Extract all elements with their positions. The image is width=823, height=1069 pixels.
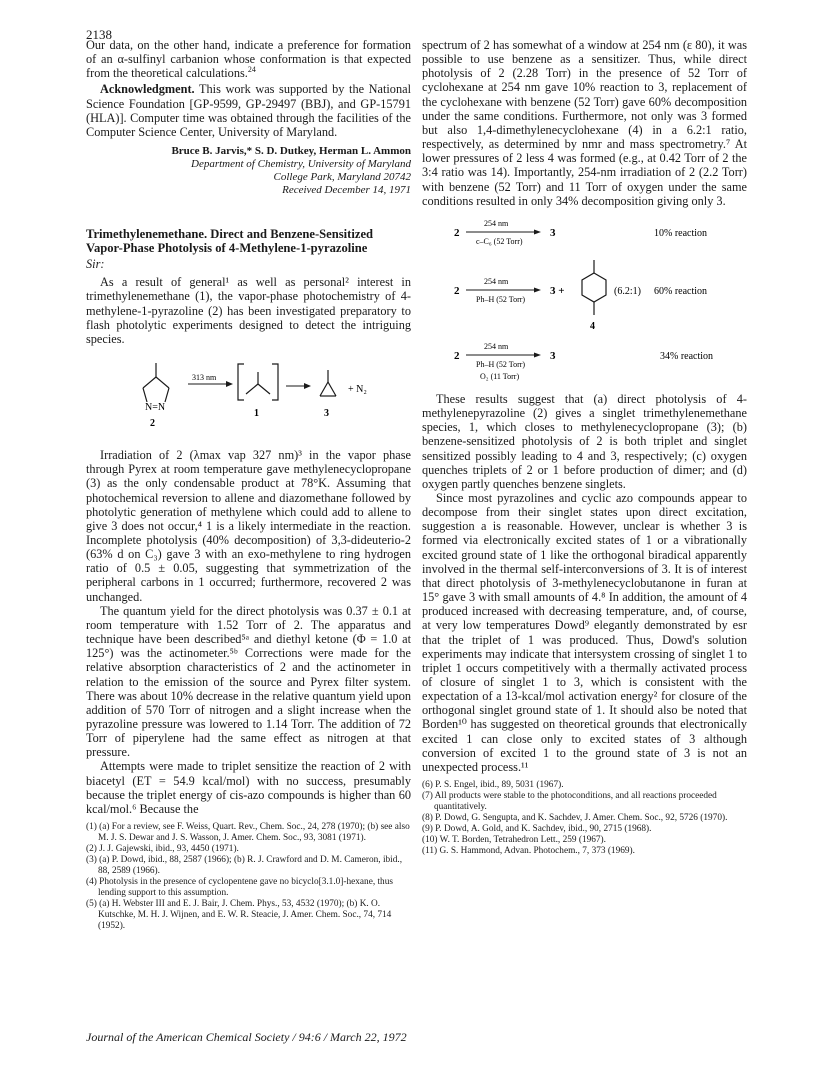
ref-marker: 24 (247, 65, 256, 75)
reaction-3 (454, 342, 713, 381)
right-column (422, 38, 747, 857)
compound-3-label: 3 (324, 408, 329, 420)
footnote: (9) P. Dowd, A. Gold, and K. Sachdev, ibid., 90, 2715 (1968). (422, 824, 652, 835)
intro-text: Our data, on the other hand, indicate a preference for formation of an α-sulfinyl carbanion whose conformation is that expected from the theoretical calculations. (86, 38, 411, 81)
scheme-nn-label: N=N (145, 402, 166, 414)
author-names: Bruce B. Jarvis,* S. D. Dutkey, Herman L. Ammon (171, 145, 411, 158)
methylenecyclopropane-structure (320, 370, 336, 396)
journal-footer: Journal of the American Chemical Society / 94:6 / March 22, 1972 (86, 1030, 407, 1044)
compound-2-label: 2 (150, 418, 155, 430)
footnotes-left (86, 822, 411, 932)
rxn1-condition-below: c–C₆ (52 Torr) (476, 236, 523, 246)
page-number: 2138 (86, 27, 112, 42)
reaction-arrow-2 (286, 383, 311, 389)
footnote: (10) W. T. Borden, Tetrahedron Lett., 259 (1967). (422, 835, 606, 846)
reaction-scheme-1 (86, 350, 411, 442)
article-title (86, 227, 411, 255)
article-title-line2: Vapor-Phase Photolysis of 4-Methylene-1-pyrazoline (86, 241, 368, 256)
scheme-1-drawing (86, 350, 411, 442)
acknowledgment-paragraph (86, 82, 411, 139)
rxn1-condition-above: 254 nm (484, 218, 509, 228)
footnote: (6) P. S. Engel, ibid., 89, 5031 (1967). (422, 780, 564, 791)
paragraph-discussion: Since most pyrazolines and cyclic azo compounds appear to decompose from their singlet states upon direct excitation, suggestion a is reasonable. However, unclear is whether 3 is formed via electronically excited states of 1 or a vibrationally excited ground state of 1 like the orthogonal biradical apparently involved in the thermal self-interconversions of 3. It is of interest that direct photolysis of 3-methylenecyclobutanone in furan at 15° gave 3 with small amounts of 4.⁸ In addition, the amount of 4 produced increased with decreasing temperature, and, of course, at very low temperatures Dowd⁹ elegantly demonstrated by esr that the triplet of 1 was produced. Thus, Dowd's solution experiments may indicate that intersystem crossing of singlet 1 to triplet 1 occurs competitively with a thermally activated process of closure of singlet 1 to 3, which is consistent with the expectation of a 13-kcal/mol activation energy² for closure of the orthogonal singlet ground state of 1. It should also be noted that Borden¹⁰ has suggested on theoretical grounds that electronically excited 1 can close only to excited states of 3 although conversion of excited 1 to the ground state of 3 is not an unexpected process.¹¹ (422, 490, 747, 774)
intro-paragraph (86, 38, 411, 80)
received-date: Received December 14, 1971 (282, 184, 411, 197)
rxn1-reactant: 2 (454, 226, 460, 239)
rxn3-result: 34% reaction (660, 350, 714, 362)
paragraph-sensitization: Attempts were made to triplet sensitize the reaction of 2 with biacetyl (ET = 54.9 kcal/mol) with no success, presumably because the triplet energy of cis-azo compounds is higher than 60 kcal/mol.⁶ Because the (86, 759, 411, 816)
footnote: (1) (a) For a review, see F. Weiss, Quart. Rev., Chem. Soc., 24, 278 (1970); (b) see also M. J. S. Dewar and J. S. Wasson, J. Amer. Chem. Soc., 93, 3081 (1971). (86, 822, 410, 844)
rxn2-condition-above: 254 nm (484, 276, 509, 286)
salutation: Sir: (86, 257, 105, 272)
rxn2-compound-4-label: 4 (590, 320, 595, 332)
rxn3-condition-above: 254 nm (484, 341, 509, 351)
article-title-line1: Trimethylenemethane. Direct and Benzene-Sensitized (86, 227, 374, 242)
rxn3-product: 3 (550, 349, 556, 362)
dimethylenecyclohexane-structure (582, 260, 606, 315)
signature-block (86, 145, 411, 197)
affiliation-dept: Department of Chemistry, University of Maryland (191, 158, 411, 171)
rxn1-result: 10% reaction (654, 227, 708, 239)
rxn3-condition-below-1: Ph–H (52 Torr) (476, 359, 526, 369)
footnotes-right (422, 780, 747, 857)
rxn2-ratio: (6.2:1) (614, 285, 641, 297)
paragraph-results-suggest: These results suggest that (a) direct photolysis of 4-methylenepyrazoline (2) gives a singlet trimethylenemethane species, 1, which closes to methylenecyclopropane (3); (b) benzene-sensitized photolysis of 2 is both triplet and singlet sensitized possibly leading to 4 and 3, respectively; (c) oxygen quenches triplets of 2 or 1 before production of dimer; and (d) oxygen partly quenches benzene singlets. (422, 391, 747, 491)
paragraph-irradiation: Irradiation of 2 (λmax vap 327 nm)³ in the vapor phase through Pyrex at room temperature gave methylenecyclopropane (3) as the only condensable product at 78°K. Assuming that photochemical reversion to allene and diazomethane followed by photolytic generation of methylene which could add to allene to give 3 does not occur,⁴ 1 is a likely intermediate in the reaction. Incomplete photolysis (40% decomposition) of 3,3-dideuterio-2 (63% d on C₃) gave 3 with an exo-methylene to ring hydrogen ratio of 0.5 ± 0.05, suggesting that symmetrization of the peripheral carbons in 1 occurred; furthermore, recovered 2 was unchanged. (86, 448, 411, 604)
paragraph-benzene-sensitizer: spectrum of 2 has somewhat of a window at 254 nm (ε 80), it was possible to use benzene as a sensitizer. Thus, while direct photolysis of 2 (2.28 Torr) in the presence of 52 Torr of cyclohexane at 254 nm gave 10% reaction to 3, replacement of the cyclohexane with benzene (52 Torr) gave 60% decomposition under the same conditions. Furthermore, not only was 3 formed but also 1,4-dimethylenecyclohexane (4) in a 6.2:1 ratio, respectively, as determined by nmr and mass spectrometry.⁷ At lower pressures of 2 less 4 was formed (e.g., at 0.42 Torr of 2 the 3:4 ratio was 14). Importantly, 254-nm irradiation of 2 (2.2 Torr) with benzene (52 Torr) and 11 Torr of oxygen under the same conditions resulted in only 34% decomposition giving only 3. (422, 38, 747, 208)
footnote: (5) (a) H. Webster III and E. J. Bair, J. Chem. Phys., 53, 4532 (1970); (b) K. O. Kutschke, M. H. J. Wijnen, and E. W. R. Steacie, J. Amer. Chem. Soc., 74, 714 (1952). (86, 899, 392, 932)
footnote: (8) P. Dowd, G. Sengupta, and K. Sachdev, J. Amer. Chem. Soc., 92, 5726 (1970). (422, 813, 728, 824)
scheme-2-drawing (422, 216, 747, 384)
affiliation-city: College Park, Maryland 20742 (273, 171, 411, 184)
reaction-2 (454, 260, 707, 332)
paragraph-interest: As a result of general¹ as well as personal² interest in trimethylenemethane (1), the vapor-phase photochemistry of 4-methylene-1-pyrazoline (2) has been investigated preparatory to flash photolytic experiments designed to detect the intriguing species. (86, 275, 411, 346)
reaction-scheme-2 (422, 216, 747, 384)
pyrazoline-structure (143, 363, 169, 402)
footnote: (2) J. J. Gajewski, ibid., 93, 4450 (1971). (86, 844, 239, 855)
footnote: (4) Photolysis in the presence of cyclopentene gave no bicyclo[3.1.0]-hexane, thus lending support to this assumption. (86, 877, 393, 899)
rxn3-reactant: 2 (454, 349, 460, 362)
rxn2-result: 60% reaction (654, 285, 708, 297)
left-column (86, 38, 411, 932)
rxn2-product: 3 + (550, 284, 565, 297)
reaction-1 (454, 219, 707, 246)
rxn2-condition-below: Ph–H (52 Torr) (476, 294, 526, 304)
acknowledgment-label: Acknowledgment. (100, 82, 195, 97)
rxn2-reactant: 2 (454, 284, 460, 297)
rxn3-condition-below-2: O₂ (11 Torr) (480, 371, 520, 381)
tmm-structure (238, 364, 278, 400)
footnote: (11) G. S. Hammond, Advan. Photochem., 7, 373 (1969). (422, 846, 635, 857)
acknowledgment-text: This work was supported by the National Science Foundation [GP-9599, GP-29497 (BBJ), and GP-15791 (HLA)]. Computer time was obtained through the facilities of the Computer Science Center, University of Maryland. (86, 82, 411, 139)
paragraph-quantum-yield: The quantum yield for the direct photolysis was 0.37 ± 0.1 at room temperature with 1.52 Torr of 2. The apparatus and technique have been described⁵ᵃ and diethyl ketone (Φ = 1.0 at 125°) was the actinometer.⁵ᵇ Corrections were made for the relative absorption characteristics of 2 and the actinometer in relation to the emission of the source and Pyrex filter system. There was about 10% decrease in the relative quantum yield upon addition of 570 Torr of nitrogen and a slight increase when the pyrazoline pressure was lowered to 1.14 Torr. The addition of 72 Torr of piperylene had the same effect as nitrogen at that pressure. (86, 603, 411, 760)
nitrogen-byproduct: + N₂ (348, 384, 367, 396)
rxn1-product: 3 (550, 226, 556, 239)
wavelength-label: 313 nm (192, 373, 217, 383)
compound-1-label: 1 (254, 408, 259, 420)
footnote: (3) (a) P. Dowd, ibid., 88, 2587 (1966); (b) R. J. Crawford and D. M. Cameron, ibid., 88, 2589 (1966). (86, 855, 403, 877)
footnote: (7) All products were stable to the photoconditions, and all reactions proceeded quantitatively. (422, 791, 717, 813)
